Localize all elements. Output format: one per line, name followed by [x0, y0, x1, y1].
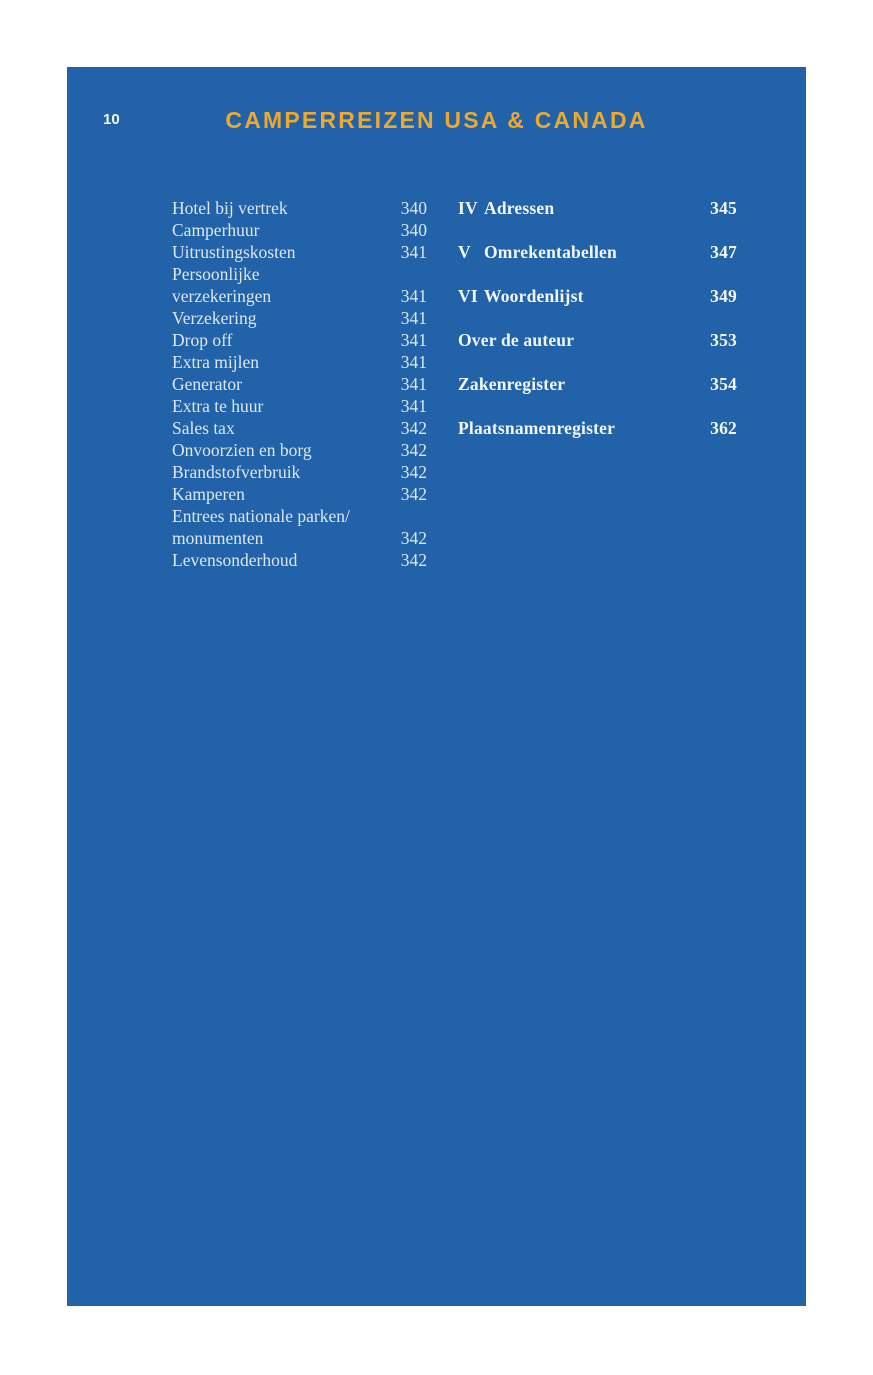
toc-entry-label: Drop off [172, 330, 233, 350]
toc-entry-label: Entrees nationale parken/ [172, 506, 350, 526]
toc-entry [172, 307, 427, 329]
toc-section-entry [458, 417, 737, 439]
toc-entry-page: 340 [400, 198, 427, 218]
toc-entry-label: Persoonlijke [172, 264, 260, 284]
toc-entry [172, 439, 427, 461]
toc-entry-page: 341 [400, 286, 427, 306]
toc-entry-label: Hotel bij vertrek [172, 198, 288, 218]
toc-section-numeral: IV [458, 198, 478, 218]
toc-entry-label: Sales tax [172, 418, 235, 438]
toc-content [172, 197, 737, 571]
toc-section-label: Zakenregister [458, 374, 566, 394]
toc-entry [172, 241, 427, 263]
toc-section-label: Adressen [484, 198, 555, 218]
toc-entry-label: Extra te huur [172, 396, 264, 416]
toc-entry-page: 341 [400, 396, 427, 416]
page-title: CAMPERREIZEN USA & CANADA [225, 107, 648, 133]
toc-entry-page: 341 [400, 330, 427, 350]
toc-section-label: Woordenlijst [484, 286, 584, 306]
toc-section-page: 349 [710, 286, 737, 306]
toc-section-entry [458, 329, 737, 351]
toc-entry-label: Levensonderhoud [172, 550, 298, 570]
toc-section-label: Omrekentabellen [484, 242, 617, 262]
toc-section-label: Over de auteur [458, 330, 575, 350]
toc-section-page: 354 [710, 374, 737, 394]
toc-section-numeral: VI [458, 286, 478, 306]
toc-entry [172, 219, 427, 241]
toc-entry-page: 342 [400, 440, 427, 460]
toc-entry-label: Camperhuur [172, 220, 260, 240]
toc-entry [172, 373, 427, 395]
toc-entry [172, 263, 427, 285]
toc-entry-page: 342 [400, 418, 427, 438]
toc-entry-page: 341 [400, 308, 427, 328]
toc-entry [172, 285, 427, 307]
toc-entry-label: Uitrustingskosten [172, 242, 296, 262]
toc-section-entry [458, 197, 737, 219]
toc-left-column [172, 197, 427, 571]
toc-section-label: Plaatsnamenregister [458, 418, 616, 438]
toc-entry [172, 461, 427, 483]
toc-entry [172, 505, 427, 527]
toc-entry [172, 351, 427, 373]
toc-entry [172, 549, 427, 571]
toc-entry-label: Kamperen [172, 484, 245, 504]
toc-section-entry [458, 373, 737, 395]
toc-section-numeral: V [458, 242, 471, 262]
toc-entry-page: 342 [400, 550, 427, 570]
toc-entry-label: Onvoorzien en borg [172, 440, 312, 460]
toc-section-entry [458, 241, 737, 263]
toc-entry-label: Brandstofverbruik [172, 462, 301, 482]
toc-section-page: 345 [710, 198, 737, 218]
toc-entry-page: 342 [400, 528, 427, 548]
page-number: 10 [103, 111, 120, 128]
toc-entry-page: 341 [400, 352, 427, 372]
toc-right-column [458, 197, 737, 461]
toc-section-entry [458, 285, 737, 307]
toc-entry [172, 395, 427, 417]
toc-entry [172, 197, 427, 219]
blue-panel [67, 67, 806, 1306]
toc-entry [172, 417, 427, 439]
toc-entry [172, 483, 427, 505]
toc-section-page: 353 [710, 330, 737, 350]
toc-section-page: 347 [710, 242, 737, 262]
toc-entry-label: monumenten [172, 528, 264, 548]
toc-entry-page: 341 [400, 374, 427, 394]
toc-entry [172, 329, 427, 351]
toc-entry-label: Extra mijlen [172, 352, 259, 372]
toc-entry-page: 341 [400, 242, 427, 262]
toc-section-page: 362 [710, 418, 737, 438]
toc-entry-page: 340 [400, 220, 427, 240]
toc-entry [172, 527, 427, 549]
toc-entry-page: 342 [400, 484, 427, 504]
toc-entry-label: Generator [172, 374, 242, 394]
toc-entry-page: 342 [400, 462, 427, 482]
toc-entry-label: Verzekering [172, 308, 257, 328]
toc-entry-label: verzekeringen [172, 286, 272, 306]
